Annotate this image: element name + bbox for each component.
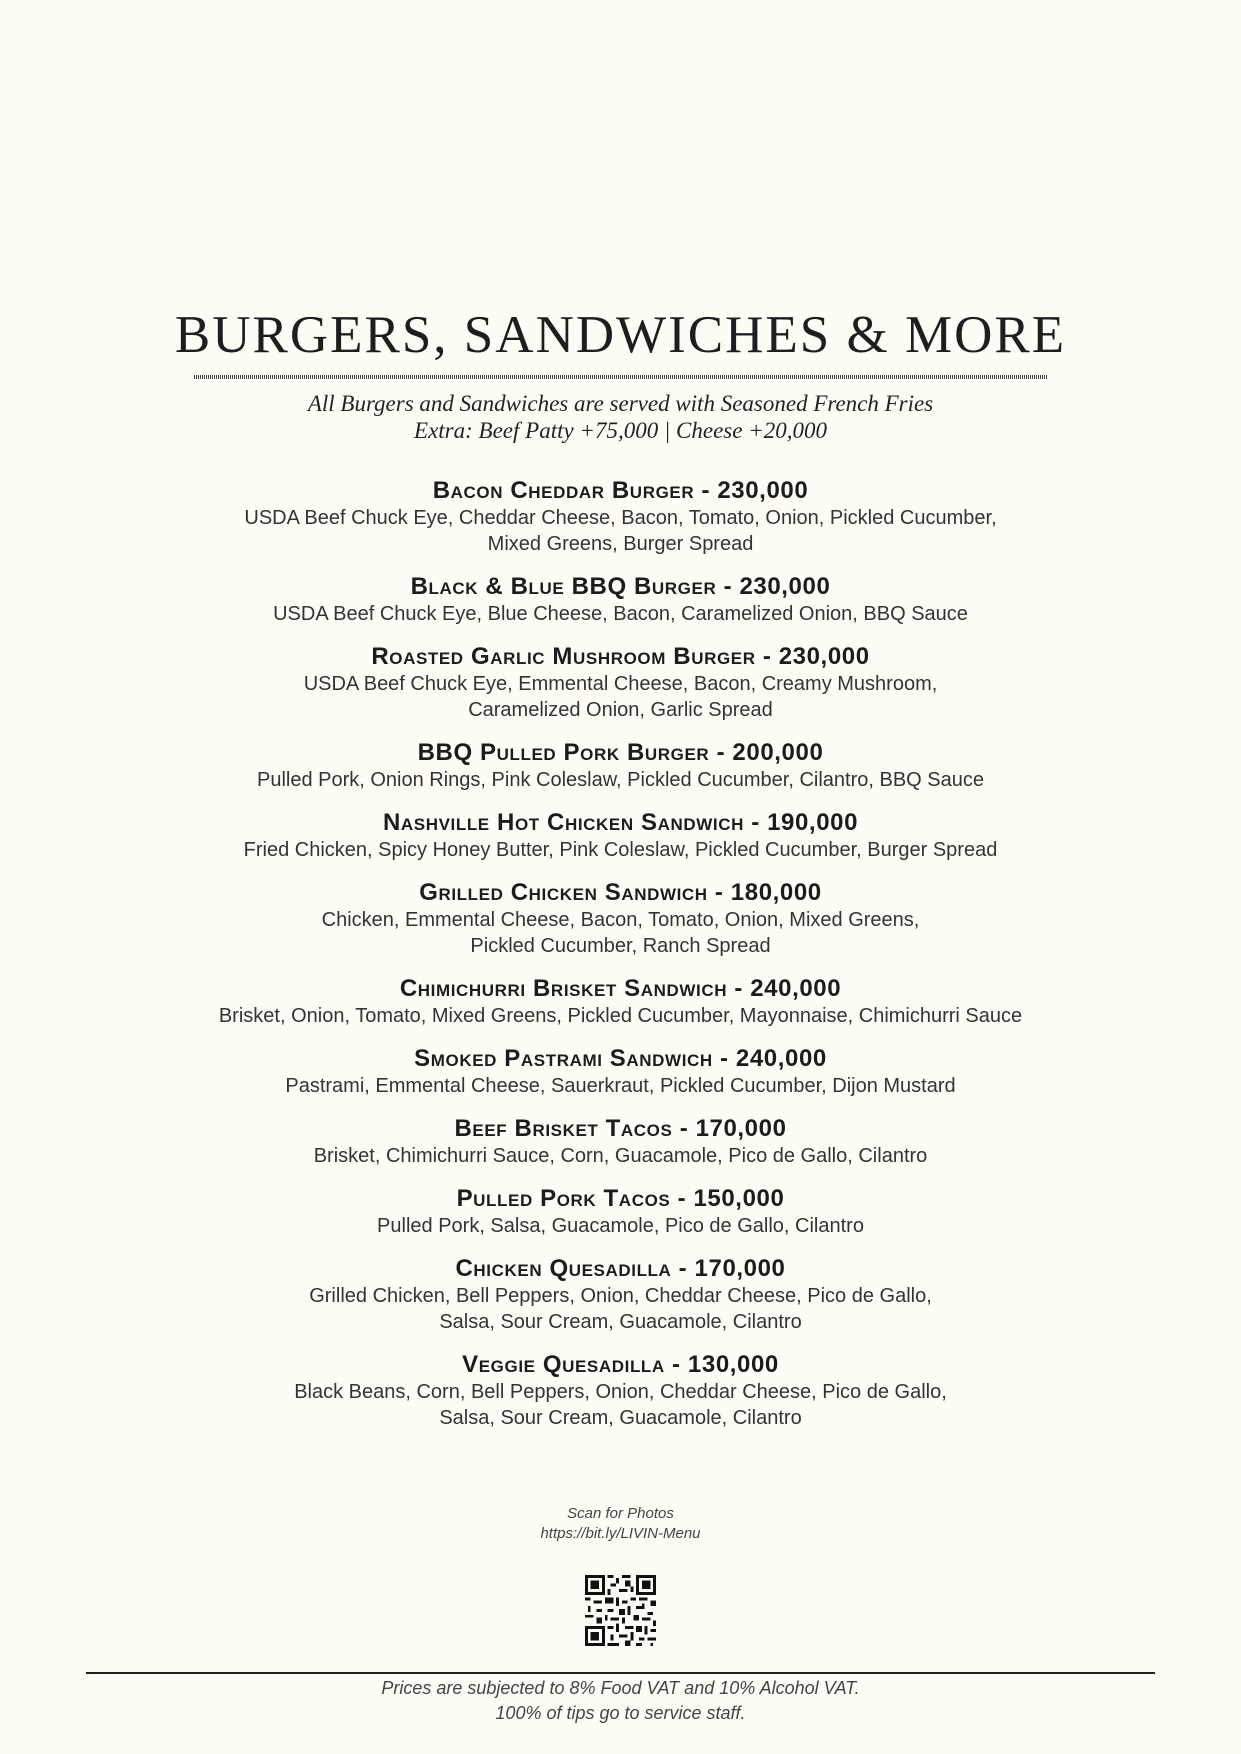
- menu-item: [0, 1351, 1241, 1431]
- item-description: Black Beans, Corn, Bell Peppers, Onion, Cheddar Cheese, Pico de Gallo,: [294, 1381, 947, 1403]
- item-description: USDA Beef Chuck Eye, Cheddar Cheese, Bacon, Tomato, Onion, Pickled Cucumber,: [244, 507, 997, 529]
- item-description: USDA Beef Chuck Eye, Emmental Cheese, Bacon, Creamy Mushroom,: [303, 673, 938, 695]
- item-description: Chicken, Emmental Cheese, Bacon, Tomato, Onion, Mixed Greens,: [321, 909, 920, 931]
- scan-for-photos: [0, 1504, 1241, 1544]
- scan-label: Scan for Photos: [567, 1505, 674, 1522]
- item-name: Roasted Garlic Mushroom Burger - 230,000: [371, 643, 870, 670]
- item-description: Caramelized Onion, Garlic Spread: [468, 699, 773, 721]
- menu-link[interactable]: https://bit.ly/LIVIN-Menu: [540, 1525, 701, 1542]
- menu-item: [0, 477, 1241, 557]
- item-description: Brisket, Chimichurri Sauce, Corn, Guacamole, Pico de Gallo, Cilantro: [313, 1145, 928, 1167]
- item-description: Grilled Chicken, Bell Peppers, Onion, Cheddar Cheese, Pico de Gallo,: [309, 1285, 932, 1307]
- page-title: BURGERS, SANDWICHES & MORE: [174, 306, 1067, 364]
- menu-item: [0, 1255, 1241, 1335]
- menu-item: [0, 573, 1241, 627]
- item-description: Salsa, Sour Cream, Guacamole, Cilantro: [439, 1311, 802, 1333]
- menu-item: [0, 739, 1241, 793]
- item-description: Pastrami, Emmental Cheese, Sauerkraut, Pickled Cucumber, Dijon Mustard: [285, 1075, 956, 1097]
- subtitle: [0, 390, 1241, 444]
- item-name: BBQ Pulled Pork Burger - 200,000: [417, 739, 824, 766]
- item-description: Fried Chicken, Spicy Honey Butter, Pink Coleslaw, Pickled Cucumber, Burger Spread: [243, 839, 998, 861]
- item-name: Chicken Quesadilla - 170,000: [455, 1255, 786, 1282]
- subtitle-line-fries: All Burgers and Sandwiches are served with Seasoned French Fries: [307, 391, 934, 416]
- item-description: Pulled Pork, Onion Rings, Pink Coleslaw, Pickled Cucumber, Cilantro, BBQ Sauce: [256, 769, 984, 791]
- qr-code-icon[interactable]: [585, 1575, 656, 1646]
- item-description: Pulled Pork, Salsa, Guacamole, Pico de Gallo, Cilantro: [377, 1215, 864, 1237]
- item-name: Grilled Chicken Sandwich - 180,000: [419, 879, 822, 906]
- item-name: Beef Brisket Tacos - 170,000: [454, 1115, 787, 1142]
- footer-divider: [86, 1672, 1155, 1674]
- menu-item: [0, 809, 1241, 863]
- menu-item: [0, 1045, 1241, 1099]
- item-description: Mixed Greens, Burger Spread: [487, 533, 754, 555]
- menu-item: [0, 1115, 1241, 1169]
- item-name: Nashville Hot Chicken Sandwich - 190,000: [382, 809, 859, 836]
- item-name: Veggie Quesadilla - 130,000: [462, 1351, 779, 1378]
- item-name: Chimichurri Brisket Sandwich - 240,000: [399, 975, 842, 1002]
- item-name: Pulled Pork Tacos - 150,000: [456, 1185, 785, 1212]
- item-description: Brisket, Onion, Tomato, Mixed Greens, Pickled Cucumber, Mayonnaise, Chimichurri Sauce: [218, 1005, 1023, 1027]
- item-name: Black & Blue BBQ Burger - 230,000: [410, 573, 831, 600]
- tips-note: 100% of tips go to service staff.: [495, 1703, 746, 1723]
- menu-item: [0, 1185, 1241, 1239]
- item-name: Bacon Cheddar Burger - 230,000: [432, 477, 809, 504]
- item-description: Salsa, Sour Cream, Guacamole, Cilantro: [439, 1407, 802, 1429]
- subtitle-line-extras: Extra: Beef Patty +75,000 | Cheese +20,000: [414, 418, 827, 443]
- item-name: Smoked Pastrami Sandwich - 240,000: [414, 1045, 827, 1072]
- menu-items: [0, 477, 1241, 1447]
- menu-item: [0, 643, 1241, 723]
- item-description: USDA Beef Chuck Eye, Blue Cheese, Bacon, Caramelized Onion, BBQ Sauce: [273, 603, 968, 625]
- item-description: Pickled Cucumber, Ranch Spread: [470, 935, 771, 957]
- title-divider: [194, 375, 1047, 379]
- footer-note: [0, 1676, 1241, 1726]
- menu-item: [0, 975, 1241, 1029]
- menu-item: [0, 879, 1241, 959]
- vat-note: Prices are subjected to 8% Food VAT and 10% Alcohol VAT.: [381, 1678, 860, 1698]
